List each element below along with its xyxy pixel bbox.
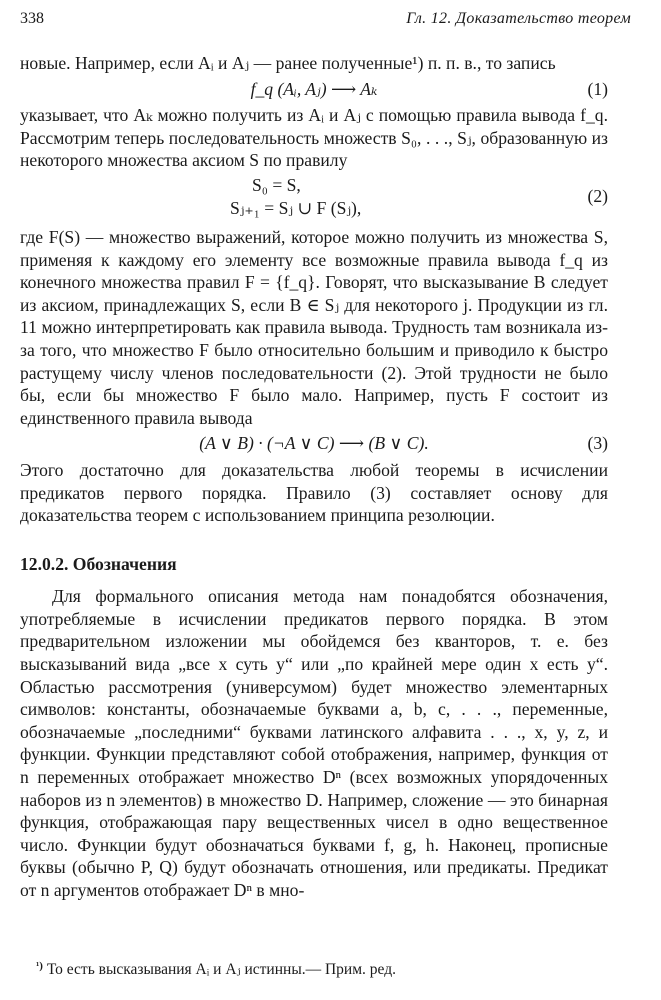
footnote-text: То есть высказывания Aᵢ и Aⱼ истинны.— Прим. ред. [46,961,396,978]
page-body [20,52,608,902]
formula-3 [20,432,608,455]
formula-3-number: (3) [587,433,608,454]
paragraph-4: Этого достаточно для доказательства любой теоремы в исчислении предикатов первого порядка. Правило (3) составляет основу для доказательства теорем с использованием принципа резолюции. [20,459,608,526]
formula-3-expression: (A ∨ B) · (¬A ∨ C) ⟶ (B ∨ C). [199,433,429,454]
footnote-marker: ¹) [36,960,43,972]
formula-1 [20,78,608,101]
section-paragraph: Для формального описания метода нам понадобятся обозначения, употребляемые в исчислении предикатов первого порядка. В этом предварительном изложении мы обойдемся без кванторов, т. е. без высказываний вида „все x суть y“ или „по крайней мере один x есть y“. Областью рассмотрения (универсумом) будет множество элементарных символов: константы, обозначаемые буквами a, b, c, . . ., переменные, обозначаемые „последними“ буквами латинского алфавита . . ., x, y, z, и функции. Функции представляют собой отображения, например, функция от n переменных отображает множество Dⁿ (всех возможных упорядоченных наборов из n элементов) в множество D. Например, сложение — это бинарная функция, отображающая пару вещественных чисел в одно вещественное число. Функции будут обозначаться буквами f, g, h. Наконец, прописные буквы (обычно P, Q) будут обозначать отношения, или предикаты. Предикат от n аргументов отображает Dⁿ в мно- [20,586,608,900]
formula-1-number: (1) [587,78,608,99]
formula-2-number: (2) [587,185,608,206]
formula-2 [20,174,608,222]
formula-2-line-1: S₀ = S, [252,174,301,195]
running-head: Гл. 12. Доказательство теорем [406,10,631,27]
paragraph-2: указывает, что Aₖ можно получить из Aᵢ и Aⱼ с помощью правила вывода f_q. Рассмотрим теперь последовательность множеств S₀, . . ., Sⱼ, образованную из некоторого множества аксиом S по правилу [20,105,608,171]
footnote [36,955,396,982]
formula-2-line-2: Sⱼ₊₁ = Sⱼ ∪ F (Sⱼ), [230,197,362,218]
page-number: 338 [20,10,44,27]
page-header [20,8,631,30]
formula-1-expression: f_q (Aᵢ, Aⱼ) ⟶ Aₖ [250,78,378,99]
paragraph-1: новые. Например, если Aᵢ и Aⱼ — ранее полученные¹) п. п. в., то запись [20,53,556,73]
paragraph-3: где F(S) — множество выражений, которое можно получить из множества S, применяя к каждому его элементу все возможные правила вывода f_q из конечного множества правил F = {f_q}. Говорят, что высказывание B следует из аксиом, принадлежащих S, если B ∈ Sⱼ для некоторого j. Продукции из гл. 11 можно интерпретировать как правила вывода. Трудность там возникала из-за того, что множество F было относительно большим и приводило к быстро растущему числу членов последовательности (2). Этой трудности не было бы, если бы множество F было мало. Например, пусть F состоит из единственного правила вывода [20,226,608,428]
section-heading: 12.0.2. Обозначения [20,553,177,574]
